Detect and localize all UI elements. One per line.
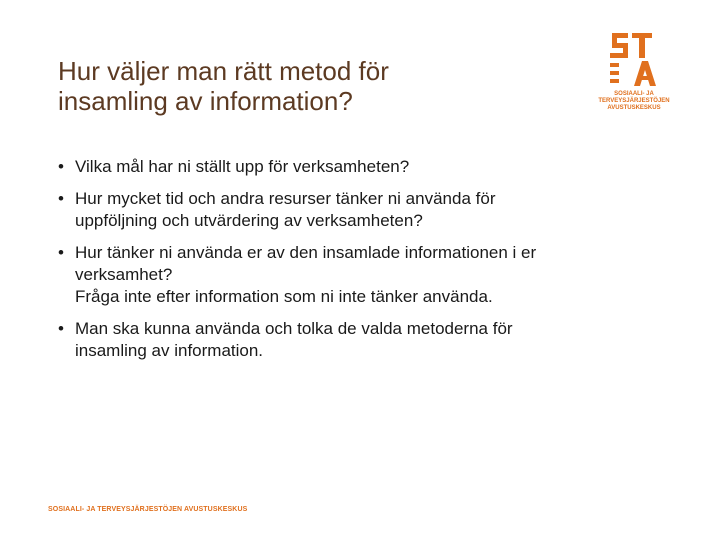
bullet-dot: • [58, 319, 64, 338]
bullet-text: Man ska kunna använda och tolka de valda metoderna för [75, 319, 513, 338]
bullet-item [58, 242, 658, 308]
bullet-dot: • [58, 157, 64, 176]
logo-line: AVUSTUSKESKUS [607, 105, 661, 111]
bullet-item [58, 318, 658, 362]
title-line: insamling av information? [58, 86, 353, 116]
bullet-text: Hur tänker ni använda er av den insamlade informationen i er [75, 243, 537, 262]
footer-org-name: SOSIAALI- JA TERVEYSJÄRJESTÖJEN AVUSTUSKESKUS [48, 506, 248, 513]
bullet-text: insamling av information. [75, 341, 264, 360]
bullet-text: verksamhet? [75, 265, 173, 284]
bullet-text: uppföljning och utvärdering av verksamheten? [75, 211, 423, 230]
slide-title [58, 56, 578, 116]
bullet-dot: • [58, 243, 64, 262]
bullet-list [58, 156, 658, 372]
bullet-dot: • [58, 189, 64, 208]
logo-line: SOSIAALI- JA [614, 91, 654, 97]
bullet-text: Hur mycket tid och andra resurser tänker ni använda för [75, 189, 496, 208]
bullet-text: Vilka mål har ni ställt upp för verksamheten? [75, 157, 410, 176]
bullet-text: Fråga inte efter information som ni inte tänker använda. [75, 287, 493, 306]
stea-logo [596, 30, 672, 110]
bullet-item [58, 188, 658, 232]
logo-line: TERVEYSJÄRJESTÖJEN [598, 98, 670, 104]
bullet-item [58, 156, 658, 178]
title-line: Hur väljer man rätt metod för [58, 56, 389, 86]
stea-logo-mark-icon [596, 30, 672, 90]
